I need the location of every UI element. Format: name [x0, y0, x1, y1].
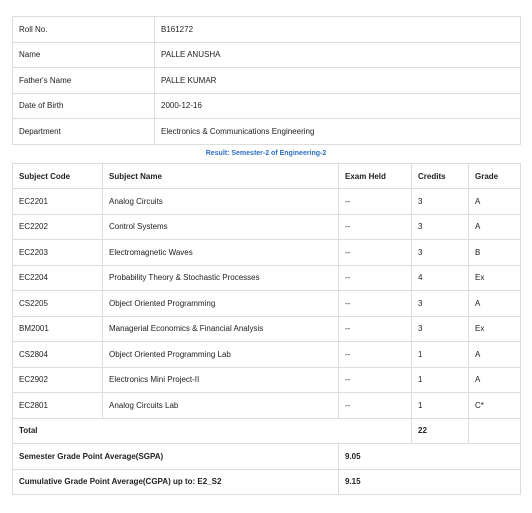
table-row — [13, 189, 521, 215]
father-name-row — [13, 68, 521, 94]
exam-held: -- — [339, 367, 412, 393]
grade: A — [469, 367, 521, 393]
subject-code: EC2204 — [13, 265, 103, 291]
table-row — [13, 240, 521, 266]
roll-no-value: B161272 — [155, 17, 521, 43]
department-label: Department — [13, 119, 155, 145]
grade: Ex — [469, 316, 521, 342]
subject-code: EC2201 — [13, 189, 103, 215]
subject-code: EC2202 — [13, 214, 103, 240]
table-row — [13, 316, 521, 342]
grade: C* — [469, 393, 521, 419]
grade: B — [469, 240, 521, 266]
subject-name: Probability Theory & Stochastic Processes — [103, 265, 339, 291]
grade: Ex — [469, 265, 521, 291]
grade: A — [469, 189, 521, 215]
subject-code: CS2205 — [13, 291, 103, 317]
subject-name: Object Oriented Programming — [103, 291, 339, 317]
subject-name: Analog Circuits — [103, 189, 339, 215]
name-value: PALLE ANUSHA — [155, 42, 521, 68]
student-info-table — [12, 16, 521, 145]
credits: 1 — [412, 367, 469, 393]
credits: 3 — [412, 214, 469, 240]
credits: 3 — [412, 240, 469, 266]
credits: 1 — [412, 393, 469, 419]
subject-name: Control Systems — [103, 214, 339, 240]
total-row — [13, 418, 521, 444]
total-grade-empty — [469, 418, 521, 444]
subject-name: Object Oriented Programming Lab — [103, 342, 339, 368]
father-name-value: PALLE KUMAR — [155, 68, 521, 94]
total-label: Total — [13, 418, 412, 444]
credits: 3 — [412, 291, 469, 317]
grade: A — [469, 342, 521, 368]
name-row — [13, 42, 521, 68]
exam-held: -- — [339, 189, 412, 215]
total-credits: 22 — [412, 418, 469, 444]
subject-name: Analog Circuits Lab — [103, 393, 339, 419]
sgpa-value: 9.05 — [339, 444, 521, 470]
header-subject-name: Subject Name — [103, 164, 339, 189]
cgpa-label: Cumulative Grade Point Average(CGPA) up to: E2_S2 — [13, 469, 339, 495]
table-row — [13, 393, 521, 419]
subject-name: Electromagnetic Waves — [103, 240, 339, 266]
table-row — [13, 342, 521, 368]
grade: A — [469, 214, 521, 240]
header-exam-held: Exam Held — [339, 164, 412, 189]
results-header-row — [13, 164, 521, 189]
dob-value: 2000-12-16 — [155, 93, 521, 119]
results-table — [12, 163, 521, 495]
table-row — [13, 265, 521, 291]
credits: 1 — [412, 342, 469, 368]
department-row — [13, 119, 521, 145]
exam-held: -- — [339, 265, 412, 291]
subject-code: EC2801 — [13, 393, 103, 419]
roll-no-label: Roll No. — [13, 17, 155, 43]
table-row — [13, 291, 521, 317]
credits: 3 — [412, 189, 469, 215]
grade: A — [469, 291, 521, 317]
exam-held: -- — [339, 342, 412, 368]
subject-code: BM2001 — [13, 316, 103, 342]
subject-name: Electronics Mini Project-II — [103, 367, 339, 393]
table-row — [13, 214, 521, 240]
subject-code: CS2804 — [13, 342, 103, 368]
name-label: Name — [13, 42, 155, 68]
header-credits: Credits — [412, 164, 469, 189]
cgpa-value: 9.15 — [339, 469, 521, 495]
table-row — [13, 367, 521, 393]
dob-row — [13, 93, 521, 119]
result-title: Result: Semester-2 of Engineering-2 — [205, 150, 327, 157]
exam-held: -- — [339, 291, 412, 317]
exam-held: -- — [339, 393, 412, 419]
dob-label: Date of Birth — [13, 93, 155, 119]
exam-held: -- — [339, 214, 412, 240]
father-name-label: Father's Name — [13, 68, 155, 94]
department-value: Electronics & Communications Engineering — [155, 119, 521, 145]
exam-held: -- — [339, 316, 412, 342]
subject-code: EC2902 — [13, 367, 103, 393]
exam-held: -- — [339, 240, 412, 266]
sgpa-row — [13, 444, 521, 470]
credits: 4 — [412, 265, 469, 291]
credits: 3 — [412, 316, 469, 342]
subject-name: Managerial Economics & Financial Analysis — [103, 316, 339, 342]
roll-no-row — [13, 17, 521, 43]
header-subject-code: Subject Code — [13, 164, 103, 189]
header-grade: Grade — [469, 164, 521, 189]
cgpa-row — [13, 469, 521, 495]
subject-code: EC2203 — [13, 240, 103, 266]
sgpa-label: Semester Grade Point Average(SGPA) — [13, 444, 339, 470]
